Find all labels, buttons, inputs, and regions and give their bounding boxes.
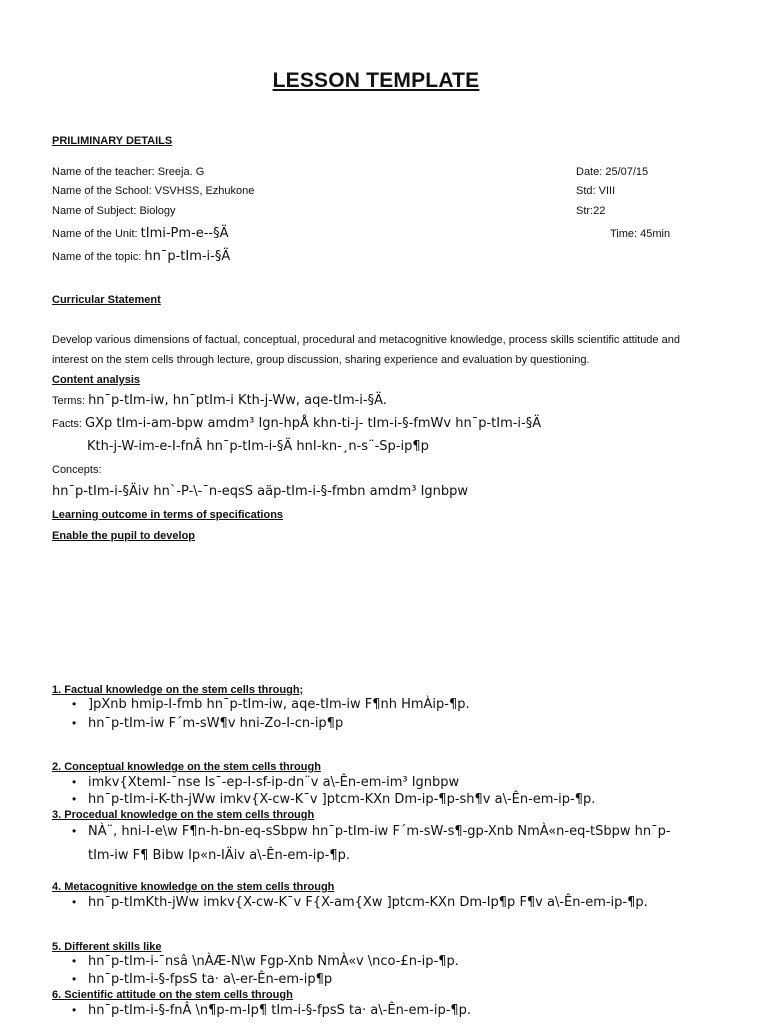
facts-value-1: GXp tIm-i-am-bpw amdm³ Ign-hpÅ khn-ti-j- tIm-i-§-fmWv hn¯p-tIm-i-§Ä xyxy=(85,416,542,431)
facts-value-2: Kth-j-W-im-e-I-fnÂ hn¯p-tIm-i-§Ä hnI-kn-¸n-s¨-Sp-ip¶p xyxy=(87,439,429,454)
section-5-heading: 5. Different skills like xyxy=(52,941,162,953)
bullet-dot: • xyxy=(72,824,77,838)
section-2-bullet-2: hn¯p-tIm-i-K-th-jWw imkv{X-cw-K¯v ]ptcm-KXn Dm-ip-¶p-sh¶v a\-Ên-em-ip-¶p. xyxy=(88,792,596,807)
unit-label: Name of the Unit: xyxy=(52,228,138,240)
bullet-dot: • xyxy=(72,1003,77,1017)
section-2-bullet-1: imkv{XtemI-¯nse Is¯-ep-I-sf-ip-dn¨v a\-Ên-em-im³ Ignbpw xyxy=(88,775,460,790)
section-5-bullet-1: hn¯p-tIm-i-¯nsâ \nÀÆ-N\w Fgp-Xnb NmÀ«v \nco-£n-ip-¶p. xyxy=(88,954,459,969)
topic-value: hn¯p-tIm-i-§Ä xyxy=(144,249,231,264)
section-6-bullet-1: hn¯p-tIm-i-§-fnÂ \n¶p-m-Ip¶ tIm-i-§-fpsS ta· a\-Ên-em-ip-¶p. xyxy=(88,1003,472,1018)
section-3-bullet-1-continued: tIm-iw F¶ Bibw Ip«n-IÄiv a\-Ên-em-ip-¶p. xyxy=(88,848,350,863)
teacher-row xyxy=(52,166,204,178)
section-4-heading: 4. Metacognitive knowledge on the stem cells through xyxy=(52,881,335,893)
outcome-heading: Learning outcome in terms of specifications xyxy=(52,509,284,521)
school-row xyxy=(52,185,254,197)
section-3-bullet-1: NÀ¨, hni-I-e\w F¶n-h-bn-eq-sSbpw hn¯p-tIm-iw F´m-sW-s¶-gp-Xnb NmÀ«n-eq-tSbpw hn¯p- xyxy=(88,824,671,839)
bullet-dot: • xyxy=(72,954,77,968)
bullet-dot: • xyxy=(72,895,77,909)
std-value: Std: VIII xyxy=(576,185,616,197)
bullet-dot: • xyxy=(72,775,77,789)
teacher-label: Name of the teacher: xyxy=(52,166,155,178)
section-2-heading: 2. Conceptual knowledge on the stem cells through xyxy=(52,761,321,773)
section-1-bullet-1: ]pXnb hmip-I-fmb hn¯p-tIm-iw, aqe-tIm-iw F¶nh HmÀip-¶p. xyxy=(88,697,470,712)
enable-heading: Enable the pupil to develop xyxy=(52,530,196,542)
terms-row xyxy=(52,393,387,408)
teacher-value: Sreeja. G xyxy=(157,166,205,178)
bullet-dot: • xyxy=(72,716,77,730)
page-title: LESSON TEMPLATE xyxy=(272,69,480,92)
unit-value: tImi-Pm-e--§Ä xyxy=(140,226,229,241)
concepts-value: hn¯p-tIm-i-§Äiv hn`-P-\-¯n-eqsS aäp-tIm-i-§-fmbn amdm³ Ignbpw xyxy=(52,484,469,499)
bullet-dot: • xyxy=(72,697,77,711)
time-value: Time: 45min xyxy=(610,228,671,240)
concepts-label: Concepts: xyxy=(52,464,102,476)
section-5-bullet-2: hn¯p-tIm-i-§-fpsS ta· a\-er-Ên-em-ip¶p xyxy=(88,972,333,987)
strength-value: Str:22 xyxy=(576,205,606,217)
subject-value: Biology xyxy=(139,205,176,217)
preliminary-heading: PRILIMINARY DETAILS xyxy=(52,135,173,147)
facts-row xyxy=(52,416,541,431)
section-1-bullet-2: hn¯p-tIm-iw F´m-sW¶v hni-Zo-I-cn-ip¶p xyxy=(88,716,344,731)
bullet-dot: • xyxy=(72,792,77,806)
curricular-heading: Curricular Statement xyxy=(52,294,161,306)
topic-label: Name of the topic: xyxy=(52,251,142,263)
facts-row-2 xyxy=(87,439,429,454)
date-value: Date: 25/07/15 xyxy=(576,166,649,178)
topic-row xyxy=(52,249,230,264)
subject-row xyxy=(52,205,176,217)
content-heading: Content analysis xyxy=(52,374,141,386)
concepts-row xyxy=(52,484,468,499)
school-label: Name of the School: xyxy=(52,185,152,197)
curricular-text: Develop various dimensions of factual, conceptual, procedural and metacognitive knowledge, process skills scientific attitude and interest on the stem cells through lecture, group discussion, sharing experience and evaluation by questioning. xyxy=(52,334,680,366)
section-1-heading: 1. Factual knowledge on the stem cells through; xyxy=(52,684,304,696)
unit-row xyxy=(52,226,229,241)
terms-value: hn¯p-tIm-iw, hn¯ptIm-i Kth-j-Ww, aqe-tIm-i-§Ä. xyxy=(88,393,387,408)
facts-label: Facts: xyxy=(52,418,82,430)
bullet-dot: • xyxy=(72,972,77,986)
subject-label: Name of Subject: xyxy=(52,205,137,217)
section-4-bullet-1: hn¯p-tImKth-jWw imkv{X-cw-K¯v F{X-am{Xw ]ptcm-KXn Dm-Ip¶p F¶v a\-Ên-em-ip-¶p. xyxy=(88,895,648,910)
section-3-heading: 3. Procedual knowledge on the stem cells through xyxy=(52,809,315,821)
terms-label: Terms: xyxy=(52,395,85,407)
section-6-heading: 6. Scientific attitude on the stem cells through xyxy=(52,989,293,1001)
school-value: VSVHSS, Ezhukone xyxy=(154,185,255,197)
